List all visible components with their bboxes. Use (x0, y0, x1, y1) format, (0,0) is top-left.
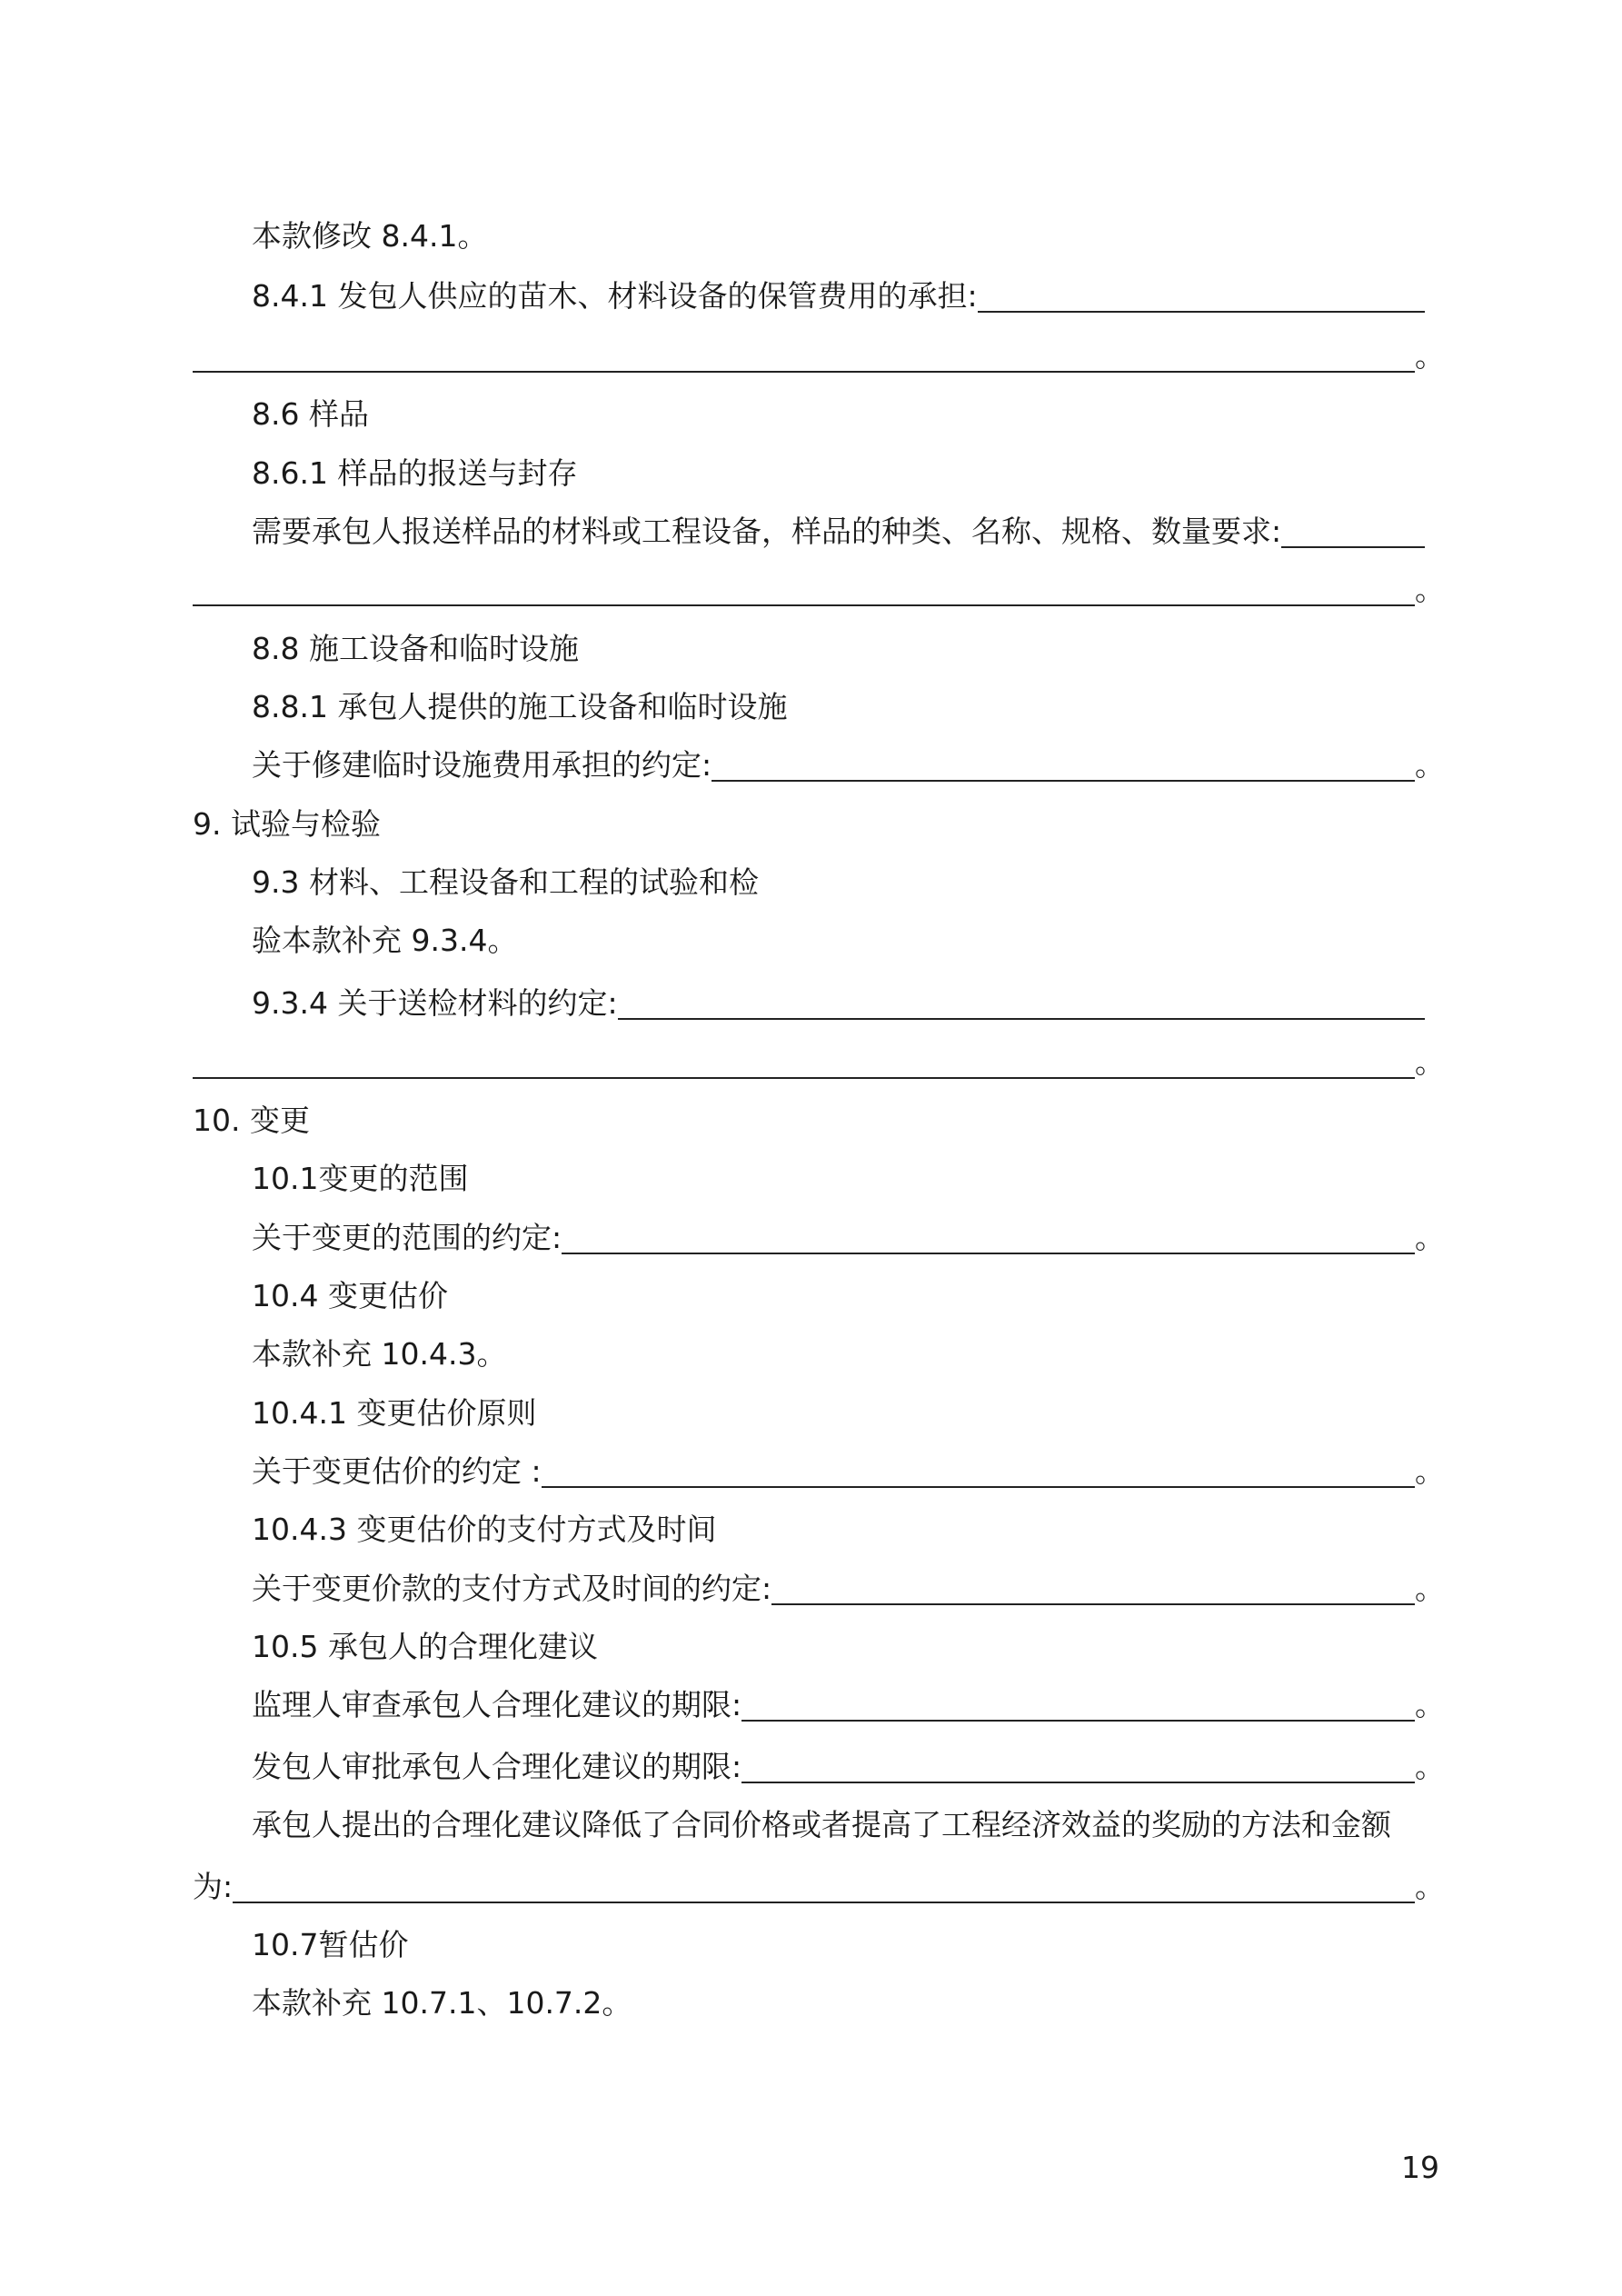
line-text: 关于修建临时设施费用承担的约定: (252, 747, 712, 784)
fill-in-blank[interactable] (741, 1749, 1415, 1783)
line-text: 关于变更的范围的约定: (252, 1219, 562, 1255)
fill-in-blank[interactable] (193, 1044, 1415, 1079)
line-end-period: 。 (1415, 1868, 1445, 1904)
line-text: 10.4.3 变更估价的支付方式及时间 (252, 1512, 717, 1548)
line-end-period: 。 (1415, 337, 1445, 374)
document-line (252, 1218, 1445, 1258)
line-text: 需要承包人报送样品的材料或工程设备，样品的种类、名称、规格、数量要求: (252, 513, 1282, 549)
line-text: 本款补充 10.7.1、10.7.2。 (252, 1985, 632, 2021)
line-end-period: 。 (1415, 1687, 1445, 1723)
page-number: 19 (1401, 2150, 1439, 2185)
document-line (252, 629, 1425, 669)
line-text: 10.4 变更估价 (252, 1277, 448, 1313)
line-text: 8.8 施工设备和临时设施 (252, 630, 579, 666)
document-line (252, 1510, 1425, 1550)
document-line (252, 745, 1445, 785)
fill-in-blank[interactable] (978, 278, 1425, 313)
line-text: 监理人审查承包人合理化建议的期限: (252, 1687, 742, 1723)
fill-in-blank[interactable] (711, 747, 1415, 782)
fill-in-blank[interactable] (193, 572, 1415, 606)
line-text: 承包人提出的合理化建议降低了合同价格或者提高了工程经济效益的奖励的方法和金额 (252, 1807, 1391, 1842)
document-line (193, 1101, 1425, 1141)
document-line (252, 1925, 1425, 1965)
document-line (252, 921, 1425, 961)
document-line (252, 276, 1425, 316)
document-line (193, 804, 1425, 844)
fill-in-blank[interactable] (193, 338, 1415, 373)
line-text: 8.6 样品 (252, 396, 369, 433)
document-line (252, 1747, 1445, 1787)
line-text: 9.3.4 关于送检材料的约定: (252, 985, 618, 1022)
document-line (252, 512, 1425, 552)
document-line (252, 1452, 1445, 1492)
line-text: 本款修改 8.4.1。 (252, 218, 488, 255)
document-line (252, 1805, 1425, 1845)
line-end-period: 。 (1415, 1570, 1445, 1606)
fill-in-blank[interactable] (771, 1571, 1415, 1605)
document-line (252, 454, 1425, 494)
line-text: 10.4.1 变更估价原则 (252, 1394, 537, 1431)
document-line (193, 570, 1445, 610)
line-text: 10.7暂估价 (252, 1926, 409, 1962)
document-line (252, 1627, 1425, 1667)
document-line (252, 1393, 1425, 1433)
document-line (193, 1867, 1445, 1907)
line-text: 10. 变更 (193, 1102, 310, 1138)
fill-in-blank[interactable] (618, 985, 1425, 1020)
line-text: 8.6.1 样品的报送与封存 (252, 454, 578, 491)
document-line (252, 1334, 1425, 1374)
document-line (252, 983, 1425, 1023)
line-text: 为: (193, 1868, 234, 1904)
line-text: 8.4.1 发包人供应的苗木、材料设备的保管费用的承担: (252, 278, 978, 314)
document-line (252, 687, 1425, 727)
line-end-period: 。 (1415, 1748, 1445, 1784)
fill-in-blank[interactable] (741, 1687, 1415, 1722)
line-text: 发包人审批承包人合理化建议的期限: (252, 1748, 742, 1784)
line-text: 验本款补充 9.3.4。 (252, 923, 518, 959)
fill-in-blank[interactable] (562, 1220, 1415, 1254)
line-text: 9. 试验与检验 (193, 805, 381, 842)
document-line (252, 1685, 1445, 1725)
fill-in-blank[interactable] (542, 1453, 1415, 1488)
line-text: 关于变更价款的支付方式及时间的约定: (252, 1570, 772, 1606)
line-text: 10.5 承包人的合理化建议 (252, 1628, 598, 1664)
line-text: 9.3 材料、工程设备和工程的试验和检 (252, 863, 759, 900)
document-line (193, 336, 1445, 376)
line-end-period: 。 (1415, 1452, 1445, 1489)
document-line (252, 1276, 1425, 1316)
line-end-period: 。 (1415, 1219, 1445, 1255)
document-line (252, 1569, 1445, 1609)
line-text: 10.1变更的范围 (252, 1161, 469, 1197)
line-text: 8.8.1 承包人提供的施工设备和临时设施 (252, 688, 788, 724)
document-line (252, 1159, 1425, 1199)
document-line (252, 1983, 1425, 2023)
line-text: 本款补充 10.4.3。 (252, 1336, 507, 1373)
document-line (252, 394, 1425, 434)
line-end-period: 。 (1415, 747, 1445, 784)
line-end-period: 。 (1415, 1043, 1445, 1080)
line-end-period: 。 (1415, 572, 1445, 608)
document-line (252, 863, 1425, 903)
fill-in-blank[interactable] (1281, 514, 1425, 548)
document-line (193, 1043, 1445, 1083)
line-text: 关于变更估价的约定 : (252, 1452, 542, 1489)
document-line (252, 216, 1425, 256)
fill-in-blank[interactable] (233, 1869, 1415, 1903)
